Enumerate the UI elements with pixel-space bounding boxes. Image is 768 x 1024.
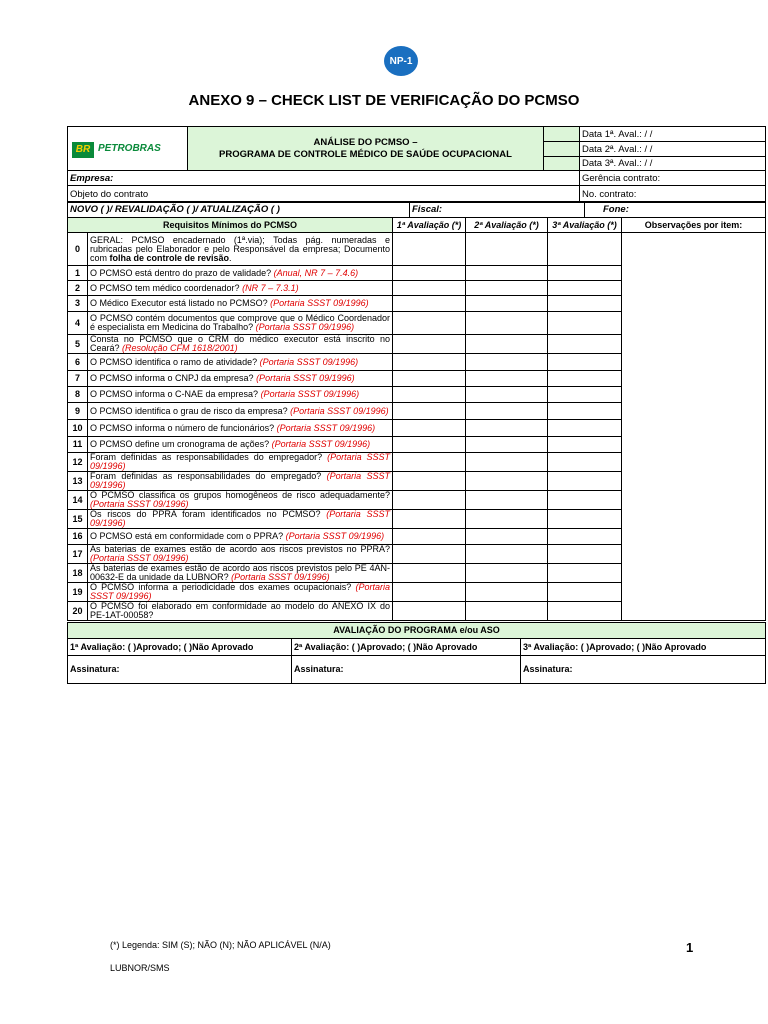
item-aval1-cell[interactable] — [393, 491, 466, 510]
evaluation-table — [67, 622, 766, 684]
item-number: 5 — [68, 335, 88, 354]
item-requirement — [88, 296, 393, 312]
item-number: 3 — [68, 296, 88, 312]
item-aval3-cell[interactable] — [548, 335, 622, 354]
item-number: 6 — [68, 354, 88, 371]
date-aval-1[interactable]: Data 1ª. Aval.: / / — [580, 127, 766, 142]
requisitos-header: Requisitos Mínimos do PCMSO — [68, 218, 393, 233]
item-aval2-cell[interactable] — [466, 545, 548, 564]
item-aval3-cell[interactable] — [548, 545, 622, 564]
item-text: O PCMSO está em conformidade com o PPRA? — [90, 531, 286, 541]
item-aval2-cell[interactable] — [466, 453, 548, 472]
item-aval3-cell[interactable] — [548, 583, 622, 602]
spacer-cell — [544, 142, 580, 157]
item-aval3-cell[interactable] — [548, 602, 622, 621]
analysis-title-line1: ANÁLISE DO PCMSO – — [313, 136, 418, 148]
spacer-cell — [544, 127, 580, 142]
item-aval2-cell[interactable] — [466, 266, 548, 281]
page-number: 1 — [686, 940, 694, 955]
item-text: O PCMSO define um cronograma de ações? — [90, 439, 272, 449]
item-aval2-cell[interactable] — [466, 420, 548, 437]
item-aval2-cell[interactable] — [466, 403, 548, 420]
item-aval1-cell[interactable] — [393, 387, 466, 403]
document-title: ANEXO 9 – CHECK LIST DE VERIFICAÇÃO DO PCMSO — [188, 92, 580, 109]
logo-cell — [68, 127, 188, 171]
aval1-header: 1ª Avaliação (*) — [393, 218, 466, 233]
item-aval1-cell[interactable] — [393, 281, 466, 296]
item-number: 19 — [68, 583, 88, 602]
item-number: 13 — [68, 472, 88, 491]
item-requirement — [88, 529, 393, 545]
evaluation-3-choice[interactable]: 3ª Avaliação: ( )Aprovado; ( )Não Aprovado — [521, 639, 766, 656]
item-aval1-cell[interactable] — [393, 371, 466, 387]
aval2-header: 2ª Avaliação (*) — [466, 218, 548, 233]
item-reference: (Portaria SSST 09/1996) — [260, 389, 360, 399]
item-requirement — [88, 453, 393, 472]
item-aval3-cell[interactable] — [548, 472, 622, 491]
item-aval2-cell[interactable] — [466, 387, 548, 403]
item-aval2-cell[interactable] — [466, 491, 548, 510]
item-number: 15 — [68, 510, 88, 529]
item-aval3-cell[interactable] — [548, 296, 622, 312]
analysis-title-cell — [188, 127, 544, 171]
item-reference: (Portaria SSST 09/1996) — [90, 471, 391, 490]
item-requirement — [88, 403, 393, 420]
item-text-tail: . — [229, 252, 232, 263]
item-text: Foram definidas as responsabilidades do empregador? — [90, 452, 328, 462]
item-number: 2 — [68, 281, 88, 296]
item-aval2-cell[interactable] — [466, 510, 548, 529]
item-reference: (Portaria SSST 09/1996) — [90, 452, 391, 471]
item-aval3-cell[interactable] — [548, 403, 622, 420]
fone-field[interactable]: Fone: — [585, 202, 766, 218]
footer-org: LUBNOR/SMS — [110, 963, 170, 973]
type-table — [67, 201, 766, 218]
item-text-bold: folha de controle de revisão — [109, 252, 230, 263]
item-requirement — [88, 266, 393, 281]
item-aval2-cell[interactable] — [466, 564, 548, 583]
item-reference: (NR 7 – 7.3.1) — [242, 282, 299, 293]
item-aval2-cell[interactable] — [466, 602, 548, 621]
fiscal-field[interactable]: Fiscal: — [410, 202, 585, 218]
item-aval2-cell[interactable] — [466, 281, 548, 296]
item-requirement — [88, 371, 393, 387]
item-aval1-cell[interactable] — [393, 266, 466, 281]
item-aval1-cell[interactable] — [393, 453, 466, 472]
item-text: O PCMSO classifica os grupos homogêneos de risco adequadamente? — [90, 490, 391, 500]
petrobras-logo-icon: BR — [72, 142, 94, 158]
item-aval3-cell[interactable] — [548, 371, 622, 387]
item-text: Foram definidas as responsabilidades do empregado? — [90, 471, 327, 481]
item-requirement — [88, 564, 393, 583]
item-aval1-cell[interactable] — [393, 335, 466, 354]
item-requirement — [88, 420, 393, 437]
item-reference: (Portaria SSST 09/1996) — [290, 405, 389, 416]
item-requirement — [88, 583, 393, 602]
item-aval2-cell[interactable] — [466, 312, 548, 335]
item-requirement — [88, 281, 393, 296]
item-reference: (Portaria SSST 09/1996) — [256, 373, 355, 383]
item-number: 16 — [68, 529, 88, 545]
legend-text: (*) Legenda: SIM (S); NÃO (N); NÃO APLICÁVEL (N/A) — [110, 940, 331, 950]
item-aval3-cell[interactable] — [548, 354, 622, 371]
item-reference: (Portaria SSST 09/1996) — [90, 582, 391, 601]
item-text: O Médico Executor está listado no PCMSO? — [90, 298, 271, 308]
item-aval1-cell[interactable] — [393, 296, 466, 312]
item-requirement — [88, 387, 393, 403]
item-aval1-cell[interactable] — [393, 510, 466, 529]
item-aval3-cell[interactable] — [548, 281, 622, 296]
item-number: 9 — [68, 403, 88, 420]
item-aval2-cell[interactable] — [466, 335, 548, 354]
item-text: O PCMSO identifica o grau de risco da empresa? — [90, 405, 291, 416]
analysis-title-line2: PROGRAMA DE CONTROLE MÉDICO DE SAÚDE OCUPACIONAL — [219, 148, 512, 160]
date-aval-3[interactable]: Data 3ª. Aval.: / / — [580, 157, 766, 171]
item-text: As baterias de exames estão de acordo aos riscos previstos no PPRA? — [90, 544, 391, 554]
item-reference: (Portaria SSST 09/1996) — [285, 531, 385, 541]
item-aval1-cell[interactable] — [393, 403, 466, 420]
item-number: 8 — [68, 387, 88, 403]
item-aval1-cell[interactable] — [393, 312, 466, 335]
item-number: 10 — [68, 420, 88, 437]
spacer-cell — [544, 157, 580, 171]
date-aval-2[interactable]: Data 2ª. Aval.: / / — [580, 142, 766, 157]
item-requirement — [88, 437, 393, 453]
item-text: As baterias de exames estão de acordo aos riscos previstos pelo PE 4AN-00632-E da unidade da LUBNOR? — [90, 563, 391, 582]
observations-cell[interactable] — [622, 233, 766, 621]
item-aval3-cell[interactable] — [548, 312, 622, 335]
item-text: GERAL: PCMSO encadernado (1ª.via); Todas pág. numeradas e rubricadas pelo Elaborador e pelo Responsável da empresa; Documento com — [90, 234, 391, 263]
item-aval3-cell[interactable] — [548, 529, 622, 545]
item-aval1-cell[interactable] — [393, 420, 466, 437]
item-requirement — [88, 472, 393, 491]
item-text: O PCMSO contém documentos que comprove que o Médico Coordenador é especialista em Medicina do Trabalho? — [90, 313, 391, 332]
item-aval1-cell[interactable] — [393, 583, 466, 602]
evaluation-1-choice[interactable]: 1ª Avaliação: ( )Aprovado; ( )Não Aprovado — [68, 639, 292, 656]
item-number: 11 — [68, 437, 88, 453]
evaluation-2-choice[interactable]: 2ª Avaliação: ( )Aprovado; ( )Não Aprovado — [292, 639, 521, 656]
item-reference: (Portaria SSST 09/1996) — [90, 553, 189, 563]
item-text: Consta no PCMSO que o CRM do médico executor está inscrito no Ceará? — [90, 334, 391, 353]
item-reference: (Anual, NR 7 – 7.4.6) — [273, 267, 359, 278]
item-reference: (Portaria SSST 09/1996) — [90, 499, 189, 509]
item-number: 12 — [68, 453, 88, 472]
item-text: O PCMSO informa o CNPJ da empresa? — [90, 373, 257, 383]
item-number: 17 — [68, 545, 88, 564]
item-number: 7 — [68, 371, 88, 387]
item-reference: (Portaria SSST 09/1996) — [231, 572, 330, 582]
item-aval1-cell[interactable] — [393, 529, 466, 545]
aval3-header: 3ª Avaliação (*) — [548, 218, 622, 233]
item-reference: (Portaria SSST 09/1996) — [259, 356, 359, 367]
header-table — [67, 126, 766, 203]
signature-3-field[interactable]: Assinatura: — [521, 656, 766, 684]
objeto-field[interactable]: Objeto do contrato — [68, 186, 580, 203]
item-reference: (Portaria SSST 09/1996) — [90, 509, 391, 528]
item-requirement — [88, 335, 393, 354]
item-requirement — [88, 602, 393, 621]
item-requirement — [88, 545, 393, 564]
item-aval1-cell[interactable] — [393, 437, 466, 453]
item-number: 1 — [68, 266, 88, 281]
item-aval1-cell[interactable] — [393, 233, 466, 266]
tipo-field[interactable]: NOVO ( )/ REVALIDAÇÃO ( )/ ATUALIZAÇÃO ( ) — [68, 202, 410, 218]
no-contrato-field[interactable]: No. contrato: — [580, 186, 766, 203]
evaluation-title: AVALIAÇÃO DO PROGRAMA e/ou ASO — [68, 623, 766, 639]
item-reference: (Resolução CFM 1618/2001) — [122, 343, 238, 353]
item-text: O PCMSO tem médico coordenador? — [90, 282, 243, 293]
item-aval2-cell[interactable] — [466, 529, 548, 545]
item-number: 4 — [68, 312, 88, 335]
item-aval2-cell[interactable] — [466, 472, 548, 491]
item-aval1-cell[interactable] — [393, 564, 466, 583]
np1-badge: NP-1 — [384, 46, 418, 76]
gerencia-field[interactable]: Gerência contrato: — [580, 171, 766, 186]
item-reference: (Portaria SSST 09/1996) — [270, 298, 369, 308]
item-aval1-cell[interactable] — [393, 545, 466, 564]
item-text: O PCMSO informa o número de funcionários? — [90, 422, 277, 433]
item-aval3-cell[interactable] — [548, 233, 622, 266]
item-aval1-cell[interactable] — [393, 354, 466, 371]
checklist-row — [68, 233, 766, 266]
item-requirement — [88, 510, 393, 529]
item-aval3-cell[interactable] — [548, 266, 622, 281]
item-text: O PCMSO está dentro do prazo de validade? — [90, 267, 274, 278]
item-text: O PCMSO identifica o ramo de atividade? — [90, 356, 260, 367]
item-aval1-cell[interactable] — [393, 472, 466, 491]
item-aval3-cell[interactable] — [548, 437, 622, 453]
item-aval2-cell[interactable] — [466, 296, 548, 312]
item-text: Os riscos do PPRA foram identificados no PCMSO? — [90, 509, 327, 519]
item-aval2-cell[interactable] — [466, 233, 548, 266]
checklist-table — [67, 217, 766, 621]
signature-2-field[interactable]: Assinatura: — [292, 656, 521, 684]
item-requirement — [88, 354, 393, 371]
empresa-field[interactable]: Empresa: — [68, 171, 580, 186]
item-aval2-cell[interactable] — [466, 583, 548, 602]
item-aval3-cell[interactable] — [548, 387, 622, 403]
item-aval1-cell[interactable] — [393, 602, 466, 621]
item-reference: (Portaria SSST 09/1996) — [271, 439, 371, 449]
item-reference: (Portaria SSST 09/1996) — [276, 422, 376, 433]
item-text: O PCMSO informa o C-NAE da empresa? — [90, 389, 261, 399]
item-aval3-cell[interactable] — [548, 564, 622, 583]
signature-1-field[interactable]: Assinatura: — [68, 656, 292, 684]
item-number: 20 — [68, 602, 88, 621]
item-requirement — [88, 233, 393, 266]
item-aval2-cell[interactable] — [466, 437, 548, 453]
item-requirement — [88, 491, 393, 510]
item-aval2-cell[interactable] — [466, 371, 548, 387]
item-text: O PCMSO foi elaborado em conformidade ao modelo do ANEXO IX do PE-1AT-00058? — [90, 601, 391, 620]
item-aval3-cell[interactable] — [548, 491, 622, 510]
item-requirement — [88, 312, 393, 335]
item-number: 14 — [68, 491, 88, 510]
item-text: O PCMSO informa a periodicidade dos exames ocupacionais? — [90, 582, 356, 592]
item-number: 0 — [68, 233, 88, 266]
item-reference: (Portaria SSST 09/1996) — [255, 322, 355, 332]
item-aval2-cell[interactable] — [466, 354, 548, 371]
item-aval3-cell[interactable] — [548, 453, 622, 472]
item-aval3-cell[interactable] — [548, 420, 622, 437]
obs-header: Observações por item: — [622, 218, 766, 233]
petrobras-logo-text: PETROBRAS — [98, 142, 161, 154]
item-aval3-cell[interactable] — [548, 510, 622, 529]
item-number: 18 — [68, 564, 88, 583]
